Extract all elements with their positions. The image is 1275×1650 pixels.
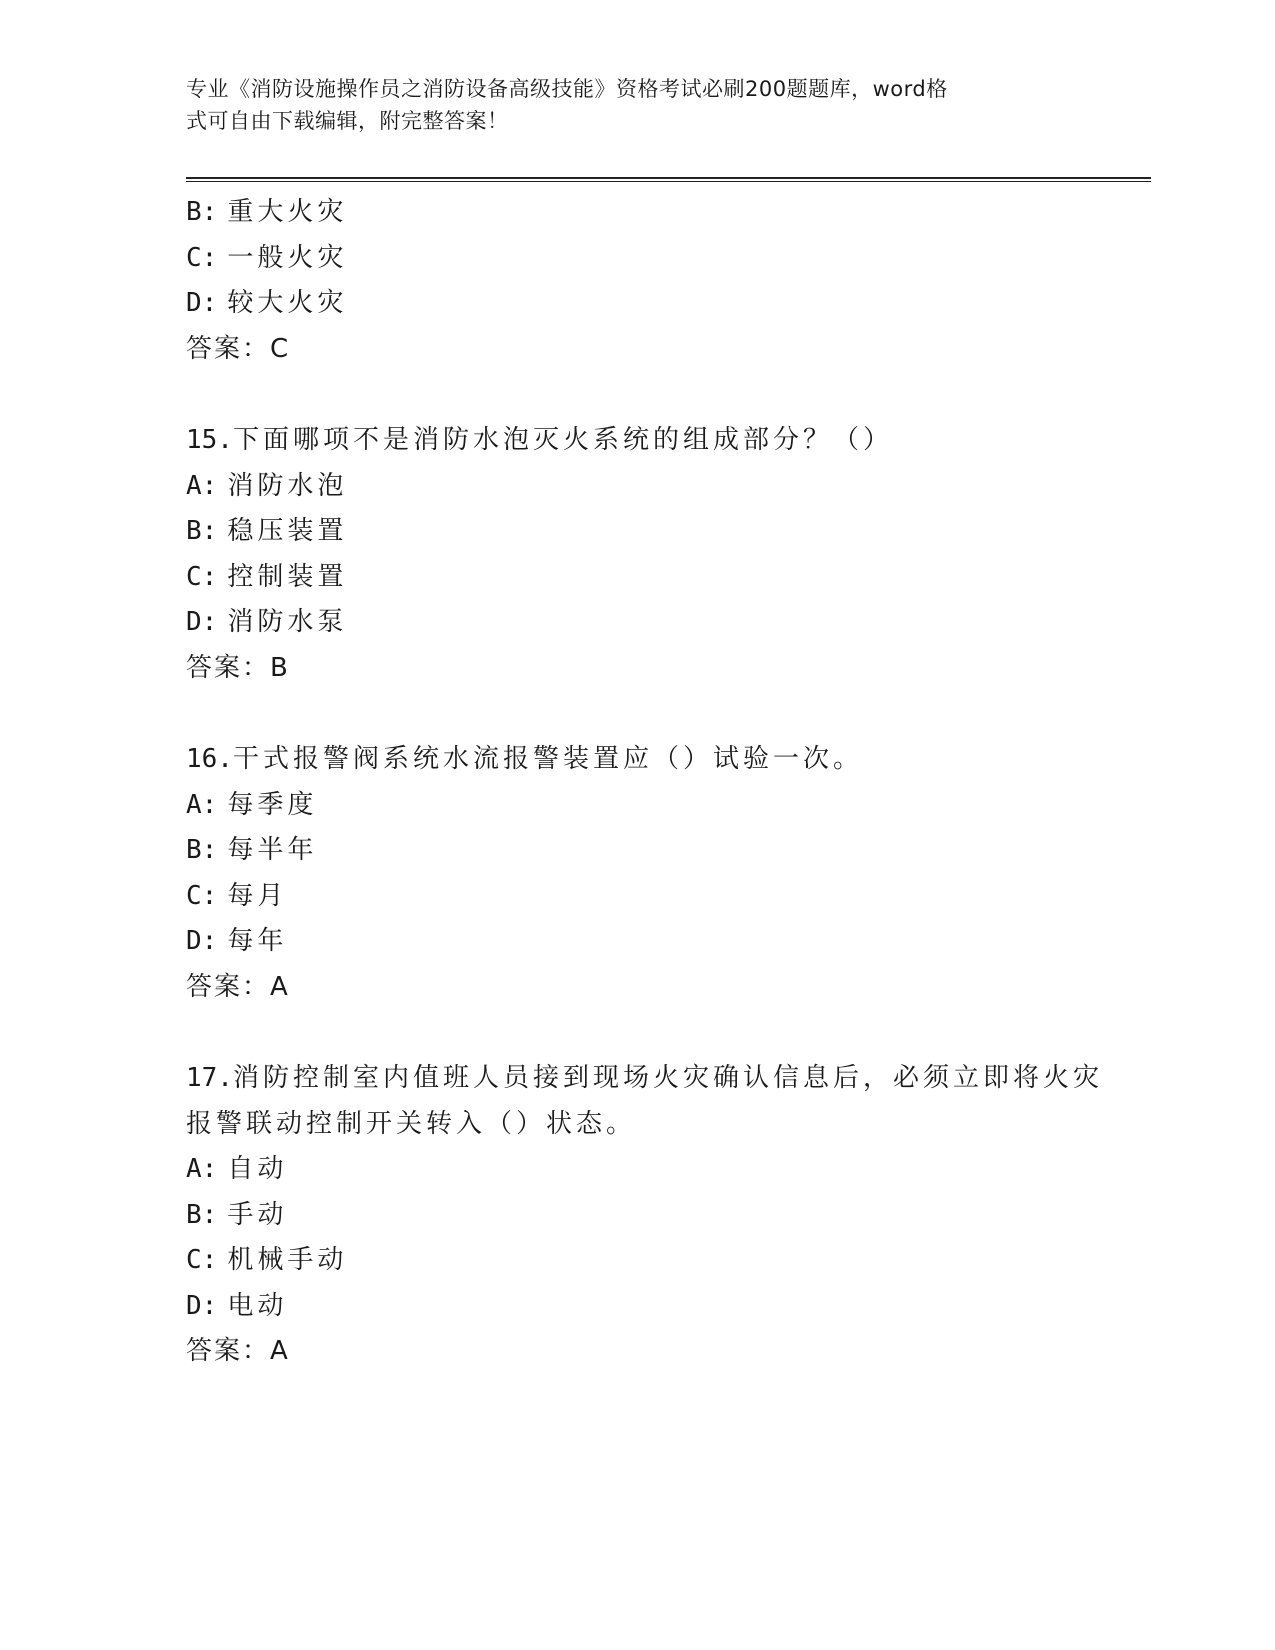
question-number: 16.	[186, 744, 233, 774]
option-a	[186, 464, 1086, 510]
option-label: A:	[186, 1154, 218, 1184]
option-label: C:	[186, 1245, 218, 1275]
question-stem	[186, 1056, 1103, 1102]
question-14-tail	[186, 190, 1086, 372]
option-text: 每月	[227, 880, 288, 911]
question-16	[186, 737, 1086, 1010]
option-a	[186, 783, 1086, 829]
option-c	[186, 1238, 1086, 1284]
option-text: 控制装置	[227, 561, 348, 592]
question-number: 17.	[186, 1063, 233, 1093]
option-label: D:	[186, 926, 218, 956]
header-line-1: 专业《消防设施操作员之消防设备高级技能》资格考试必刷200题题库，word格	[186, 77, 948, 101]
question-stem	[186, 737, 1086, 783]
option-label: D:	[186, 607, 218, 637]
answer: 答案：A	[186, 1336, 290, 1366]
question-text: 消防控制室内值班人员接到现场火灾确认信息后，必须立即将火灾	[232, 1063, 1103, 1093]
option-text: 消防水泵	[227, 607, 348, 637]
option-text: 重大火灾	[227, 197, 348, 227]
option-label: C:	[186, 242, 218, 273]
spacer	[186, 372, 1086, 418]
question-text: 下面哪项不是消防水泡灭火系统的组成部分？（）	[232, 425, 893, 455]
option-c	[186, 236, 1086, 282]
option-label: B:	[186, 835, 218, 865]
option-text: 每年	[227, 926, 288, 956]
option-b	[186, 190, 1086, 236]
option-d	[186, 919, 1086, 965]
header-divider	[186, 177, 1151, 182]
header-line-2: 式可自由下载编辑，附完整答案！	[186, 109, 509, 133]
document-header	[186, 73, 1066, 137]
option-b	[186, 828, 1086, 874]
question-text-continued: 报警联动控制开关转入（）状态。	[186, 1108, 637, 1139]
option-text: 消防水泡	[227, 470, 348, 501]
option-text: 稳压装置	[227, 516, 348, 546]
option-label: C:	[186, 880, 218, 911]
option-d	[186, 1284, 1086, 1330]
option-d	[186, 281, 1086, 327]
option-label: D:	[186, 288, 218, 318]
option-c	[186, 555, 1086, 601]
option-label: B:	[186, 197, 218, 227]
question-number: 15.	[186, 425, 233, 455]
option-label: D:	[186, 1290, 218, 1321]
question-15	[186, 418, 1086, 691]
option-text: 机械手动	[227, 1245, 348, 1275]
option-text: 每半年	[227, 835, 318, 865]
option-label: A:	[186, 789, 218, 820]
option-d	[186, 600, 1086, 646]
option-text: 手动	[227, 1199, 288, 1230]
option-label: C:	[186, 561, 218, 592]
option-b	[186, 509, 1086, 555]
answer: 答案：A	[186, 971, 290, 1002]
option-text: 较大火灾	[227, 288, 348, 318]
question-17	[186, 1056, 1103, 1375]
option-text: 电动	[227, 1290, 288, 1321]
option-label: B:	[186, 1199, 218, 1230]
option-label: A:	[186, 470, 218, 501]
option-text: 自动	[227, 1154, 288, 1184]
option-label: B:	[186, 516, 218, 546]
option-text: 一般火灾	[227, 242, 348, 273]
answer: 答案：B	[186, 652, 290, 683]
spacer	[186, 691, 1086, 737]
option-a	[186, 1147, 1086, 1193]
option-text: 每季度	[227, 789, 318, 820]
answer: 答案：C	[186, 333, 291, 364]
question-stem	[186, 418, 1086, 464]
question-text: 干式报警阀系统水流报警装置应（）试验一次。	[232, 744, 863, 774]
question-list	[186, 190, 1103, 1375]
spacer	[186, 1010, 1086, 1056]
option-c	[186, 874, 1086, 920]
option-b	[186, 1193, 1086, 1239]
